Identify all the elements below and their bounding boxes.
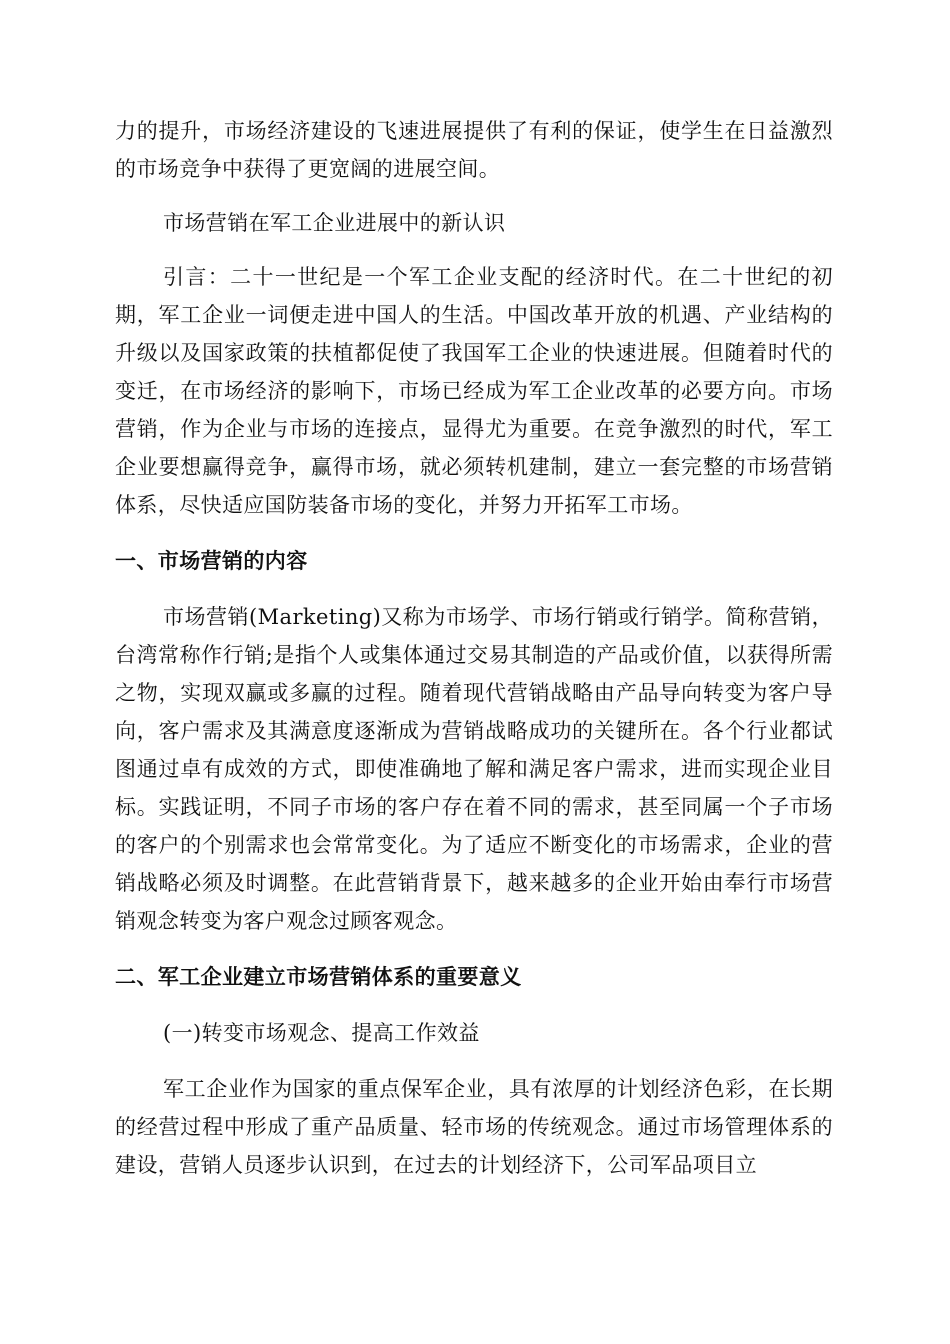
continued-paragraph: 力的提升，市场经济建设的飞速进展提供了有利的保证，使学生在日益激烈的市场竞争中获得了更宽阔的进展空间。 bbox=[115, 119, 833, 181]
section-heading-1: 一、市场营销的内容 bbox=[115, 548, 308, 573]
significance-paragraph: 军工企业作为国家的重点保军企业，具有浓厚的计划经济色彩，在长期的经营过程中形成了重产品质量、轻市场的传统观念。通过市场管理体系的建设，营销人员逐步认识到，在过去的计划经济下，公司军品项目立 bbox=[115, 1077, 833, 1177]
article-title: 市场营销在军工企业进展中的新认识 bbox=[163, 211, 506, 235]
document-page bbox=[115, 112, 833, 1184]
subsection-heading-1: (一)转变市场观念、提高工作效益 bbox=[163, 1021, 480, 1045]
section-heading-2: 二、军工企业建立市场营销体系的重要意义 bbox=[115, 964, 522, 989]
marketing-content-paragraph: 市场营销(Marketing)又称为市场学、市场行销或行销学。简称营销，台湾常称作行销;是指个人或集体通过交易其制造的产品或价值，以获得所需之物，实现双赢或多赢的过程。随着现代营销战略由产品导向转变为客户导向，客户需求及其满意度逐渐成为营销战略成功的关键所在。各个行业都试图通过卓有成效的方式，即使准确地了解和满足客户需求，进而实现企业目标。实践证明，不同子市场的客户存在着不同的需求，甚至同属一个子市场的客户的个别需求也会常常变化。为了适应不断变化的市场需求，企业的营销战略必须及时调整。在此营销背景下，越来越多的企业开始由奉行市场营销观念转变为客户观念过顾客观念。 bbox=[115, 605, 833, 933]
introduction-paragraph: 引言：二十一世纪是一个军工企业支配的经济时代。在二十世纪的初期，军工企业一词便走进中国人的生活。中国改革开放的机遇、产业结构的升级以及国家政策的扶植都促使了我国军工企业的快速进展。但随着时代的变迁，在市场经济的影响下，市场已经成为军工企业改革的必要方向。市场营销，作为企业与市场的连接点，显得尤为重要。在竞争激烈的时代，军工企业要想赢得竞争，赢得市场，就必须转机建制，建立一套完整的市场营销体系，尽快适应国防装备市场的变化，并努力开拓军工市场。 bbox=[115, 265, 833, 517]
